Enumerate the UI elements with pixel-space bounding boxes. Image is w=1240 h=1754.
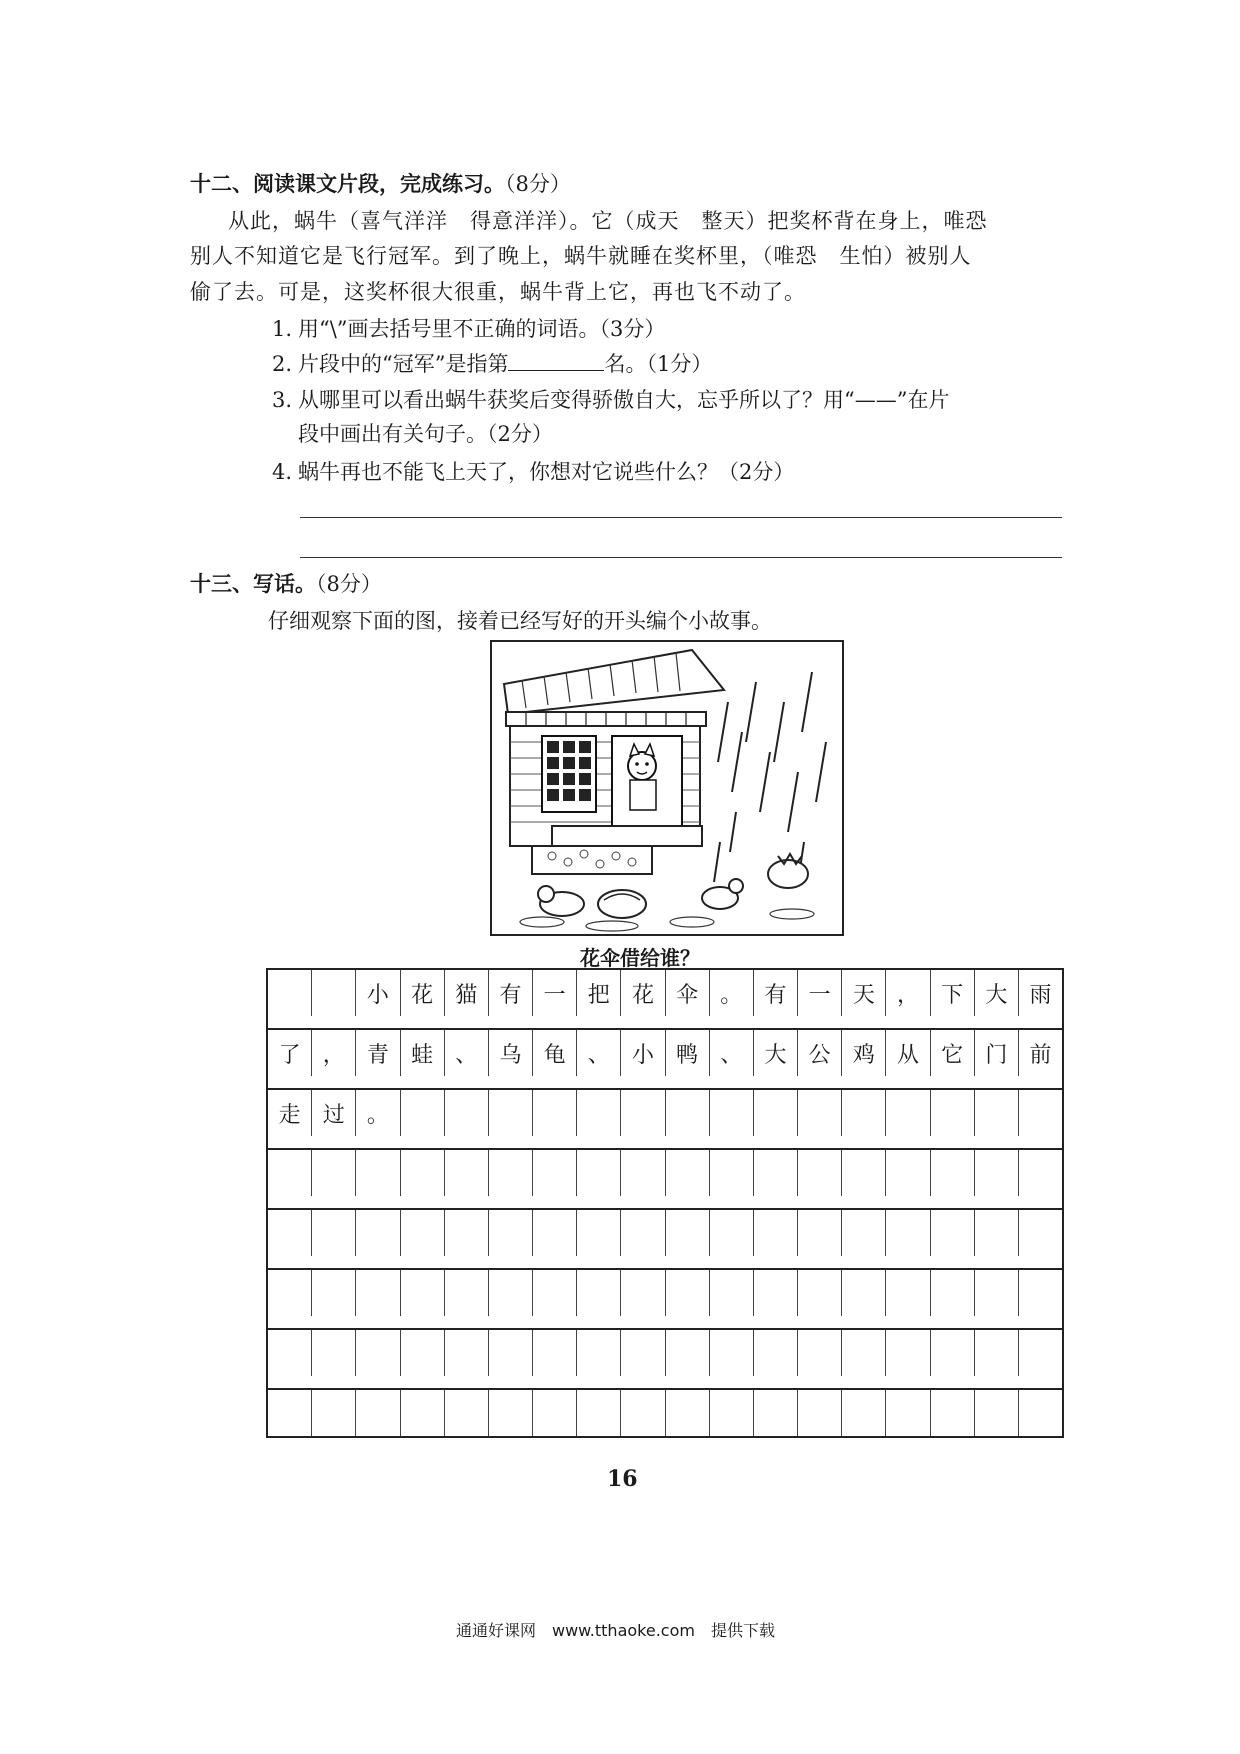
grid-cell[interactable]: 一 xyxy=(798,970,842,1016)
grid-cell[interactable] xyxy=(886,1270,930,1316)
grid-cell[interactable] xyxy=(666,1390,710,1436)
grid-cell[interactable] xyxy=(621,1390,665,1436)
grid-cell[interactable]: 、 xyxy=(577,1030,621,1076)
grid-cell[interactable]: 大 xyxy=(975,970,1019,1016)
question-1 xyxy=(272,313,665,343)
grid-row xyxy=(266,968,1064,1016)
grid-cell[interactable] xyxy=(401,1150,445,1196)
passage-line-1: 从此，蜗牛（喜气洋洋 得意洋洋）。它（成天 整天）把奖杯背在身上，唯恐 xyxy=(228,209,988,233)
grid-cell[interactable]: 雨 xyxy=(1029,982,1052,1008)
question-4-number: 4. xyxy=(272,460,293,484)
grid-cell[interactable] xyxy=(621,1210,665,1256)
grid-cell[interactable]: 伞 xyxy=(666,970,710,1016)
grid-cell[interactable] xyxy=(312,1270,356,1316)
grid-cell[interactable] xyxy=(268,1390,312,1436)
grid-cell[interactable] xyxy=(754,1150,798,1196)
grid-cell[interactable] xyxy=(931,1390,975,1436)
grid-row xyxy=(266,1148,1064,1196)
grid-cell[interactable] xyxy=(931,1150,975,1196)
grid-cell[interactable] xyxy=(666,1270,710,1316)
writing-instruction: 仔细观察下面的图，接着已经写好的开头编个小故事。 xyxy=(268,609,772,633)
passage-line-3: 偷了去。可是，这奖杯很大很重，蜗牛背上它，再也飞不动了。 xyxy=(190,280,806,304)
grid-cell[interactable] xyxy=(489,1210,533,1256)
grid-row xyxy=(266,1268,1064,1316)
grid-cell[interactable] xyxy=(798,1210,842,1256)
grid-cell[interactable] xyxy=(710,1150,754,1196)
grid-cell[interactable] xyxy=(1019,1210,1062,1256)
grid-row-gap xyxy=(266,1376,1064,1388)
grid-cell[interactable] xyxy=(1019,1390,1062,1436)
grid-cell[interactable] xyxy=(577,1330,621,1376)
grid-cell[interactable] xyxy=(666,1330,710,1376)
answer-line-2[interactable] xyxy=(300,557,1062,558)
grid-cell[interactable]: 把 xyxy=(577,970,621,1016)
grid-cell[interactable] xyxy=(842,1270,886,1316)
grid-row-gap xyxy=(266,1256,1064,1268)
grid-cell[interactable] xyxy=(533,1390,577,1436)
grid-cell[interactable] xyxy=(975,1270,1019,1316)
grid-cell[interactable] xyxy=(1019,1330,1062,1376)
question-2-number: 2. xyxy=(272,352,293,376)
grid-row xyxy=(266,1328,1064,1376)
grid-cell[interactable] xyxy=(268,1150,312,1196)
grid-cell[interactable] xyxy=(666,1150,710,1196)
grid-cell[interactable] xyxy=(886,1330,930,1376)
grid-row-gap xyxy=(266,1136,1064,1148)
grid-cell[interactable] xyxy=(312,1330,356,1376)
grid-cell[interactable] xyxy=(975,1090,1019,1136)
grid-cell[interactable] xyxy=(1019,1090,1062,1136)
question-4 xyxy=(272,456,794,486)
grid-cell[interactable] xyxy=(754,1330,798,1376)
grid-cell[interactable] xyxy=(1019,1150,1062,1196)
section-12-title xyxy=(190,168,571,198)
grid-cell[interactable]: 。 xyxy=(710,970,754,1016)
grid-cell[interactable]: 小 xyxy=(621,1030,665,1076)
grid-cell[interactable] xyxy=(798,1090,842,1136)
picture-caption: 花伞借给谁？ xyxy=(580,946,700,970)
grid-row xyxy=(266,1388,1064,1438)
grid-cell[interactable]: 鸭 xyxy=(666,1030,710,1076)
grid-cell[interactable]: 下 xyxy=(931,970,975,1016)
question-3-text: 从哪里可以看出蜗牛获奖后变得骄傲自大，忘乎所以了？用“——”在片 xyxy=(298,388,950,412)
grid-cell[interactable]: 小 xyxy=(356,970,400,1016)
grid-row xyxy=(266,1028,1064,1076)
grid-cell[interactable] xyxy=(401,1210,445,1256)
grid-cell[interactable]: 从 xyxy=(886,1030,930,1076)
grid-cell[interactable] xyxy=(577,1090,621,1136)
grid-row xyxy=(266,1208,1064,1256)
grid-cell[interactable] xyxy=(489,1330,533,1376)
grid-cell[interactable] xyxy=(886,1090,930,1136)
grid-cell[interactable] xyxy=(489,1090,533,1136)
question-2 xyxy=(272,348,712,378)
grid-cell[interactable] xyxy=(356,1390,400,1436)
grid-cell[interactable] xyxy=(533,1270,577,1316)
grid-cell[interactable] xyxy=(401,1390,445,1436)
grid-cell[interactable] xyxy=(312,1210,356,1256)
grid-cell[interactable] xyxy=(268,1270,312,1316)
grid-cell[interactable]: 前 xyxy=(1029,1042,1052,1068)
grid-cell[interactable] xyxy=(577,1150,621,1196)
writing-grid[interactable] xyxy=(266,968,1064,1438)
grid-cell[interactable] xyxy=(842,1090,886,1136)
grid-cell[interactable] xyxy=(356,1270,400,1316)
section-13-title-text: 十三、写话。 xyxy=(190,572,316,596)
grid-cell[interactable] xyxy=(445,1210,489,1256)
grid-cell[interactable]: 有 xyxy=(489,970,533,1016)
grid-cell[interactable]: 鸡 xyxy=(842,1030,886,1076)
grid-cell[interactable] xyxy=(445,1330,489,1376)
grid-cell[interactable] xyxy=(931,1270,975,1316)
grid-cell[interactable]: 龟 xyxy=(533,1030,577,1076)
grid-row-gap xyxy=(266,1316,1064,1328)
grid-cell[interactable] xyxy=(754,1270,798,1316)
grid-cell[interactable] xyxy=(842,1150,886,1196)
grid-row-gap xyxy=(266,1076,1064,1088)
grid-cell[interactable]: 公 xyxy=(798,1030,842,1076)
grid-cell[interactable]: 天 xyxy=(842,970,886,1016)
grid-cell[interactable] xyxy=(356,1150,400,1196)
question-2-text-after: 名。（1分） xyxy=(604,352,713,376)
section-13-title xyxy=(190,568,382,598)
grid-cell[interactable] xyxy=(445,1090,489,1136)
grid-cell[interactable] xyxy=(268,1210,312,1256)
grid-cell[interactable] xyxy=(886,1210,930,1256)
grid-cell[interactable]: 一 xyxy=(533,970,577,1016)
grid-cell[interactable]: ， xyxy=(886,970,930,1016)
grid-cell[interactable] xyxy=(312,1150,356,1196)
grid-cell[interactable] xyxy=(754,1390,798,1436)
grid-cell[interactable] xyxy=(621,1270,665,1316)
grid-cell[interactable] xyxy=(666,1210,710,1256)
grid-cell[interactable] xyxy=(754,1210,798,1256)
grid-cell[interactable] xyxy=(710,1090,754,1136)
grid-cell[interactable] xyxy=(798,1270,842,1316)
grid-cell[interactable] xyxy=(710,1390,754,1436)
grid-cell[interactable]: 了 xyxy=(268,1030,312,1076)
grid-cell[interactable]: 大 xyxy=(754,1030,798,1076)
grid-cell[interactable] xyxy=(754,1090,798,1136)
grid-cell[interactable] xyxy=(621,1150,665,1196)
grid-cell[interactable] xyxy=(886,1390,930,1436)
grid-cell[interactable] xyxy=(710,1330,754,1376)
grid-cell[interactable] xyxy=(1019,1270,1062,1316)
grid-cell[interactable]: 猫 xyxy=(445,970,489,1016)
question-1-number: 1. xyxy=(272,317,293,341)
grid-cell[interactable] xyxy=(975,1210,1019,1256)
grid-cell[interactable] xyxy=(931,1090,975,1136)
grid-cell[interactable]: 、 xyxy=(445,1030,489,1076)
grid-cell[interactable] xyxy=(710,1210,754,1256)
grid-cell[interactable] xyxy=(268,970,312,1016)
grid-cell[interactable]: 青 xyxy=(356,1030,400,1076)
grid-cell[interactable]: 花 xyxy=(401,970,445,1016)
grid-cell[interactable] xyxy=(577,1210,621,1256)
grid-cell[interactable] xyxy=(312,1390,356,1436)
grid-cell[interactable] xyxy=(798,1150,842,1196)
grid-cell[interactable] xyxy=(533,1150,577,1196)
grid-cell[interactable] xyxy=(975,1150,1019,1196)
grid-cell[interactable]: 、 xyxy=(710,1030,754,1076)
grid-cell[interactable]: 花 xyxy=(621,970,665,1016)
question-3-continued: 段中画出有关句子。（2分） xyxy=(298,422,553,446)
grid-cell[interactable] xyxy=(842,1330,886,1376)
grid-cell[interactable] xyxy=(268,1330,312,1376)
grid-cell[interactable]: 有 xyxy=(754,970,798,1016)
question-3-number: 3. xyxy=(272,388,293,412)
grid-cell[interactable]: ， xyxy=(312,1030,356,1076)
question-2-text-before: 片段中的“冠军”是指第 xyxy=(298,352,509,376)
section-13-points: （8分） xyxy=(316,572,382,596)
grid-cell[interactable] xyxy=(975,1330,1019,1376)
grid-cell[interactable] xyxy=(489,1390,533,1436)
grid-cell[interactable] xyxy=(445,1270,489,1316)
grid-cell[interactable] xyxy=(798,1330,842,1376)
grid-cell[interactable] xyxy=(621,1090,665,1136)
grid-cell[interactable] xyxy=(533,1090,577,1136)
grid-cell[interactable] xyxy=(931,1330,975,1376)
grid-row-gap xyxy=(266,1196,1064,1208)
grid-cell[interactable] xyxy=(577,1270,621,1316)
page-number: 16 xyxy=(607,1466,638,1492)
grid-cell[interactable]: 门 xyxy=(975,1030,1019,1076)
grid-cell[interactable]: 它 xyxy=(931,1030,975,1076)
grid-cell[interactable] xyxy=(401,1090,445,1136)
answer-line-1[interactable] xyxy=(300,517,1062,518)
grid-cell[interactable] xyxy=(489,1270,533,1316)
grid-cell[interactable] xyxy=(401,1330,445,1376)
grid-cell[interactable] xyxy=(621,1330,665,1376)
grid-cell[interactable] xyxy=(356,1210,400,1256)
section-12-points: （8分） xyxy=(505,172,571,196)
grid-cell[interactable] xyxy=(533,1330,577,1376)
grid-cell[interactable] xyxy=(842,1210,886,1256)
grid-cell[interactable] xyxy=(445,1390,489,1436)
question-1-text: 用“\”画去括号里不正确的词语。（3分） xyxy=(298,317,666,341)
grid-cell[interactable] xyxy=(798,1390,842,1436)
grid-cell[interactable] xyxy=(489,1150,533,1196)
grid-cell[interactable] xyxy=(445,1150,489,1196)
house-in-rain-drawing xyxy=(492,642,842,934)
grid-cell[interactable]: 乌 xyxy=(489,1030,533,1076)
grid-cell[interactable] xyxy=(931,1210,975,1256)
grid-row xyxy=(266,1088,1064,1136)
rain-scene-illustration xyxy=(490,640,844,936)
footer-text: 通通好课网 www.tthaoke.com 提供下载 xyxy=(456,1621,775,1640)
grid-cell[interactable] xyxy=(401,1270,445,1316)
grid-cell[interactable] xyxy=(356,1330,400,1376)
grid-cell[interactable]: 过 xyxy=(312,1090,356,1136)
grid-cell[interactable] xyxy=(975,1390,1019,1436)
grid-row-gap xyxy=(266,1016,1064,1028)
grid-cell[interactable] xyxy=(886,1150,930,1196)
answer-blank[interactable] xyxy=(508,352,604,371)
section-12-title-text: 十二、阅读课文片段，完成练习。 xyxy=(190,172,505,196)
grid-cell[interactable]: 蛙 xyxy=(401,1030,445,1076)
grid-cell[interactable] xyxy=(312,970,356,1016)
passage-line-2: 别人不知道它是飞行冠军。到了晚上，蜗牛就睡在奖杯里，（唯恐 生怕）被别人 xyxy=(190,244,972,268)
grid-cell[interactable]: 。 xyxy=(356,1090,400,1136)
question-3 xyxy=(272,384,949,414)
grid-cell[interactable] xyxy=(842,1390,886,1436)
grid-cell[interactable]: 走 xyxy=(268,1090,312,1136)
question-4-text: 蜗牛再也不能飞上天了，你想对它说些什么？（2分） xyxy=(298,460,795,484)
grid-cell[interactable] xyxy=(533,1210,577,1256)
grid-cell[interactable] xyxy=(666,1090,710,1136)
grid-cell[interactable] xyxy=(710,1270,754,1316)
grid-cell[interactable] xyxy=(577,1390,621,1436)
